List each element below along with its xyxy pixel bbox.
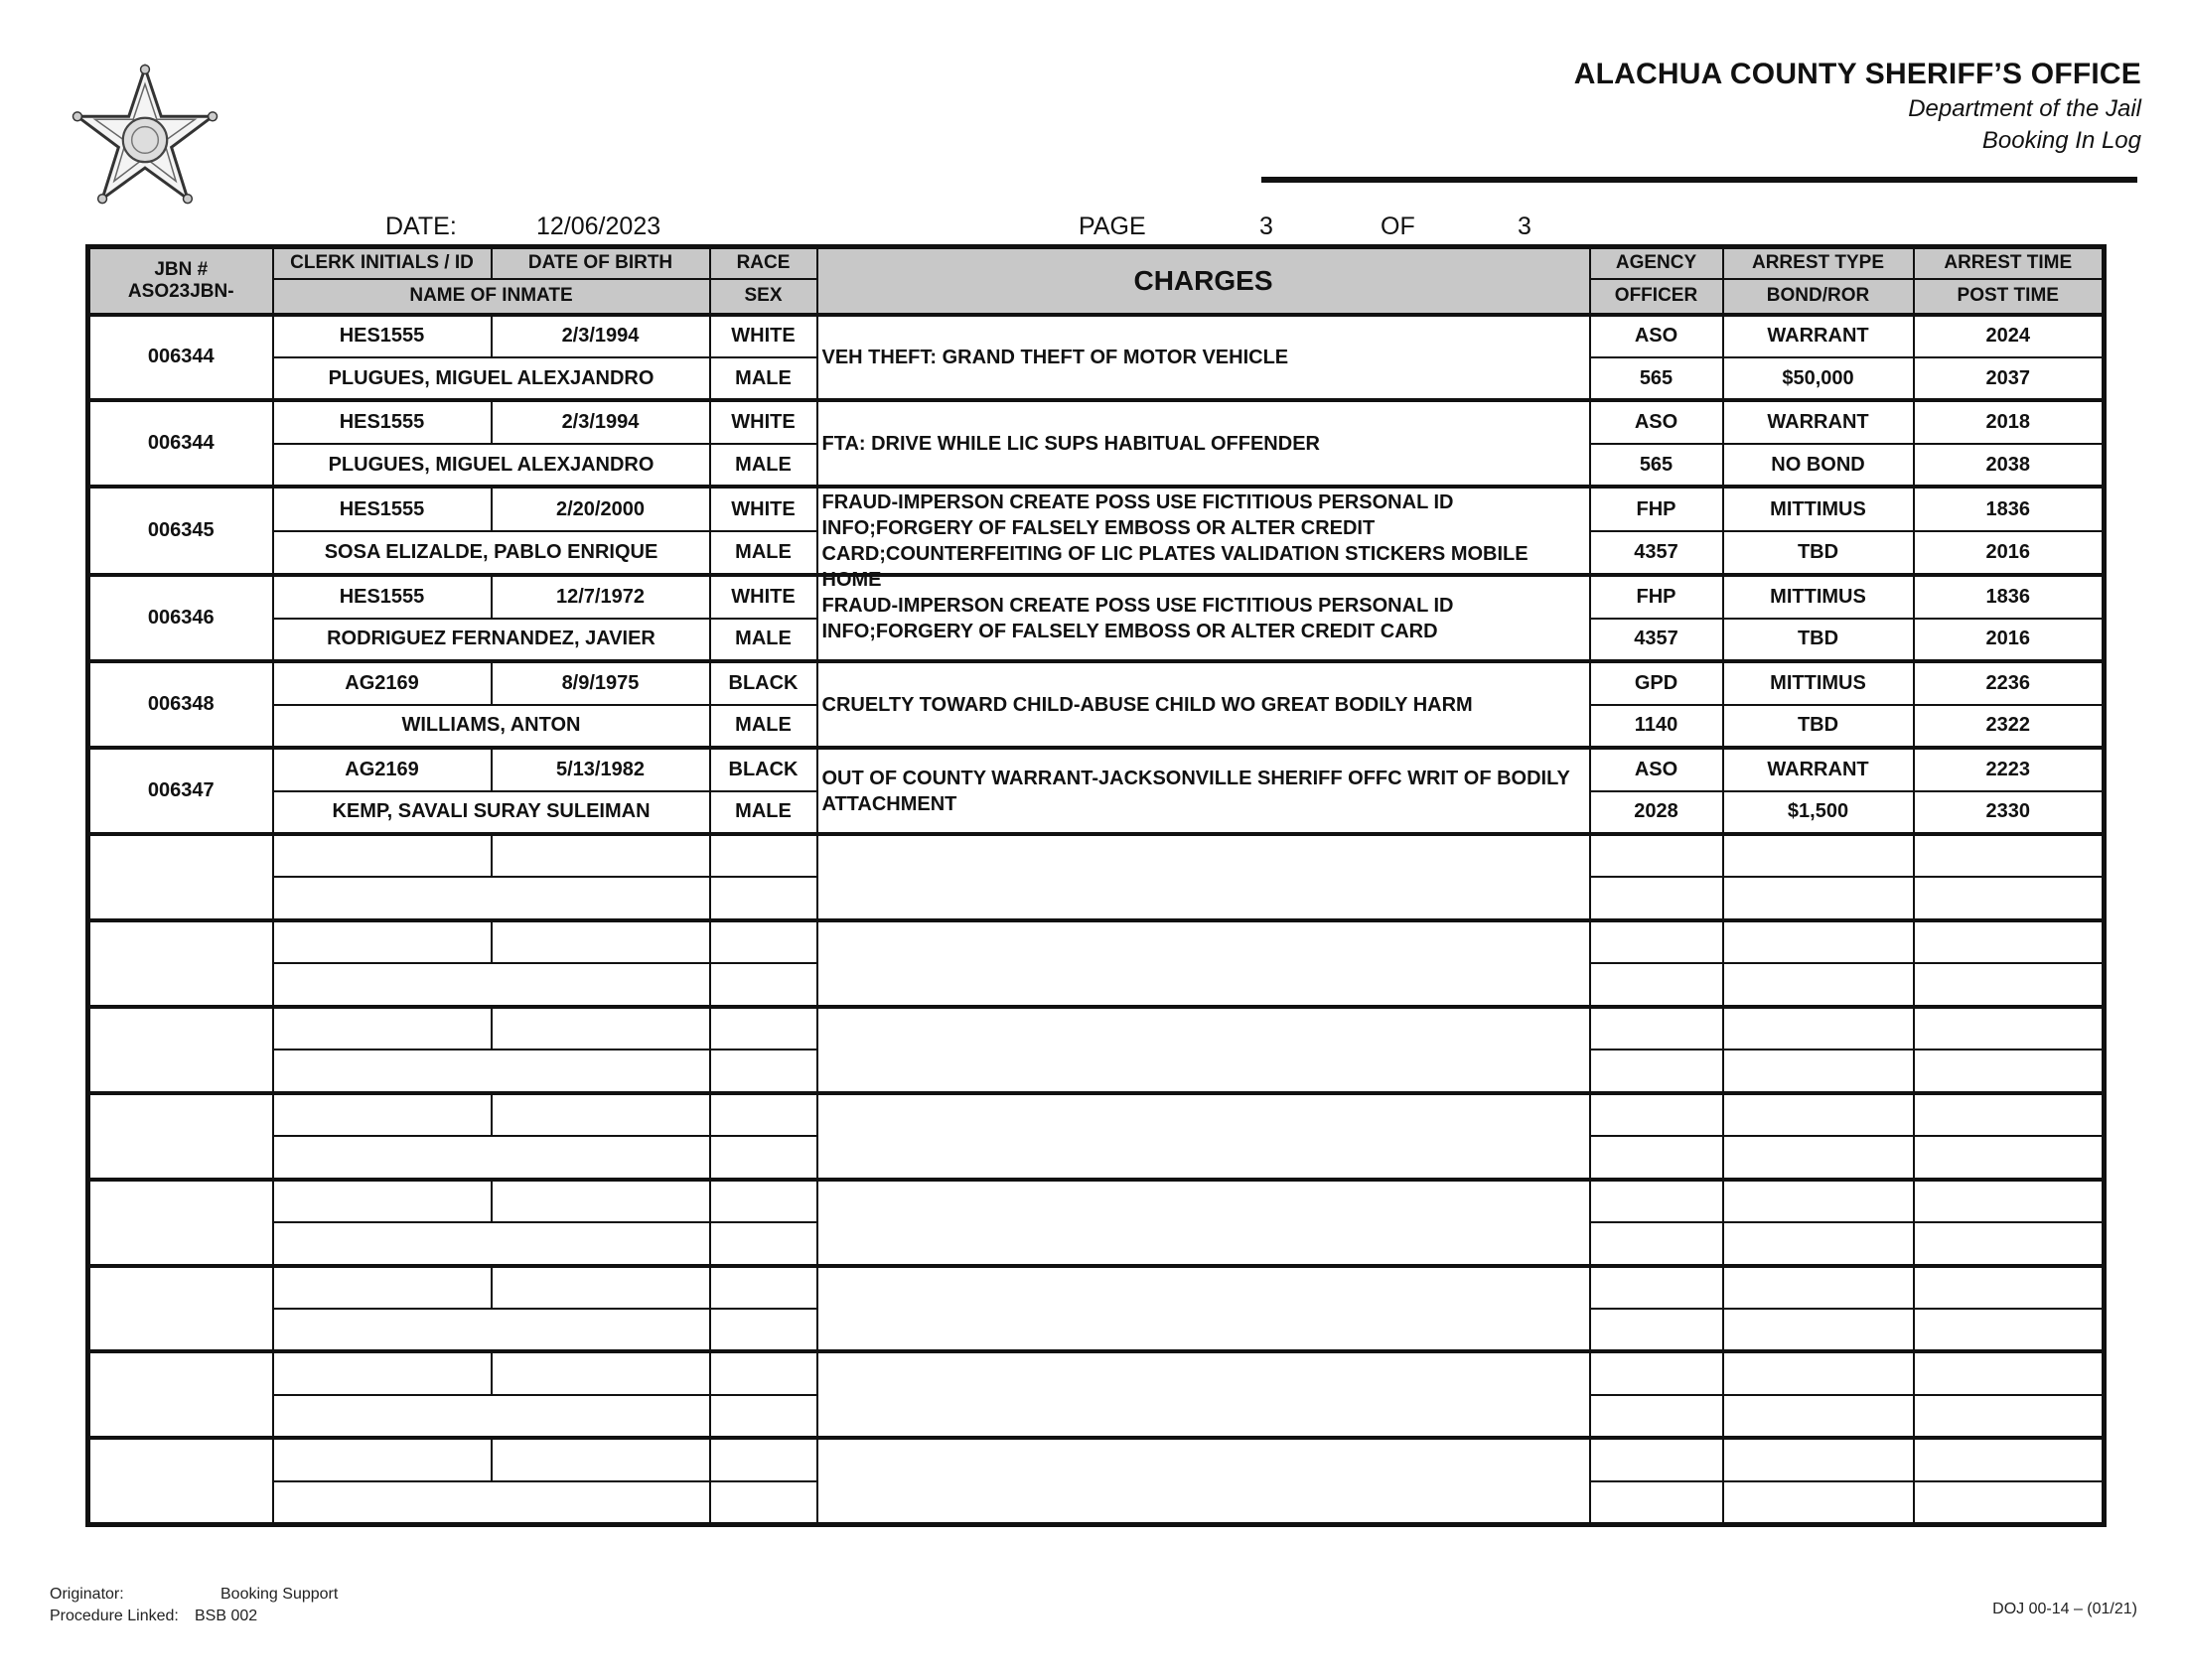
col-header-sex: SEX [710, 279, 817, 315]
procedure-value: BSB 002 [195, 1608, 258, 1624]
race: BLACK [710, 661, 817, 704]
officer: 1140 [1590, 705, 1723, 748]
header-rule [1261, 177, 2137, 183]
jbn-number: 006347 [88, 748, 273, 834]
agency: FHP [1590, 575, 1723, 618]
inmate-name: PLUGUES, MIGUEL ALEXJANDRO [273, 357, 710, 400]
empty-race-cell [710, 1438, 817, 1480]
officer: 4357 [1590, 531, 1723, 575]
empty-row [88, 1351, 2105, 1394]
post-time: 2330 [1914, 791, 2105, 834]
empty-bond-cell [1723, 1395, 1914, 1438]
empty-bond-cell [1723, 877, 1914, 919]
empty-agency-cell [1590, 1266, 1723, 1309]
sex: MALE [710, 444, 817, 487]
date-of-birth: 8/9/1975 [492, 661, 710, 704]
empty-clerk-cell [273, 1180, 492, 1222]
empty-race-cell [710, 1180, 817, 1222]
empty-post-time-cell [1914, 1309, 2105, 1351]
empty-arrest-type-cell [1723, 1351, 1914, 1394]
officer: 4357 [1590, 619, 1723, 661]
clerk-id: AG2169 [273, 748, 492, 790]
date-of-birth: 2/20/2000 [492, 487, 710, 530]
charges-text: FTA: DRIVE WHILE LIC SUPS HABITUAL OFFENDER [821, 432, 1320, 455]
arrest-time: 2223 [1914, 748, 2105, 790]
arrest-time: 2024 [1914, 315, 2105, 357]
empty-arrest-time-cell [1914, 1351, 2105, 1394]
date-value: 12/06/2023 [536, 212, 661, 240]
officer: 565 [1590, 357, 1723, 400]
form-code: DOJ 00-14 – (01/21) [1992, 1601, 2137, 1617]
empty-row [88, 834, 2105, 877]
empty-clerk-cell [273, 834, 492, 877]
arrest-type: MITTIMUS [1723, 575, 1914, 618]
empty-agency-cell [1590, 920, 1723, 963]
empty-post-time-cell [1914, 877, 2105, 919]
race: WHITE [710, 487, 817, 530]
arrest-type: WARRANT [1723, 315, 1914, 357]
agency: ASO [1590, 315, 1723, 357]
clerk-id: HES1555 [273, 575, 492, 618]
officer: 565 [1590, 444, 1723, 487]
officer: 2028 [1590, 791, 1723, 834]
date-of-birth: 5/13/1982 [492, 748, 710, 790]
empty-jbn-cell [88, 834, 273, 920]
sex: MALE [710, 619, 817, 661]
record-row [88, 400, 2105, 443]
col-header-clerk: CLERK INITIALS / ID [273, 247, 492, 279]
clerk-id: AG2169 [273, 661, 492, 704]
empty-charges-cell [817, 1180, 1590, 1266]
department-name: Department of the Jail [1908, 95, 2141, 122]
office-title: ALACHUA COUNTY SHERIFF’S OFFICE [1573, 58, 2141, 90]
post-time: 2016 [1914, 531, 2105, 575]
col-header-post-time: POST TIME [1914, 279, 2105, 315]
col-header-officer: OFFICER [1590, 279, 1723, 315]
empty-bond-cell [1723, 963, 1914, 1006]
arrest-type: WARRANT [1723, 748, 1914, 790]
empty-arrest-time-cell [1914, 1438, 2105, 1480]
sex: MALE [710, 705, 817, 748]
empty-charges-cell [817, 920, 1590, 1007]
empty-dob-cell [492, 1007, 710, 1050]
inmate-name: WILLIAMS, ANTON [273, 705, 710, 748]
jbn-number: 006344 [88, 315, 273, 401]
charges-cell [817, 748, 1590, 834]
empty-jbn-cell [88, 1007, 273, 1093]
empty-arrest-type-cell [1723, 834, 1914, 877]
post-time: 2322 [1914, 705, 2105, 748]
empty-dob-cell [492, 1438, 710, 1480]
charges-text: FRAUD-IMPERSON CREATE POSS USE FICTITIOUS PERSONAL ID INFO;FORGERY OF FALSELY EMBOSS OR ALTER CREDIT CARD [821, 594, 1454, 642]
empty-row [88, 1180, 2105, 1222]
empty-post-time-cell [1914, 1050, 2105, 1092]
post-time: 2016 [1914, 619, 2105, 661]
empty-agency-cell [1590, 1180, 1723, 1222]
empty-clerk-cell [273, 1438, 492, 1480]
empty-arrest-time-cell [1914, 1093, 2105, 1136]
agency: GPD [1590, 661, 1723, 704]
race: WHITE [710, 575, 817, 618]
clerk-id: HES1555 [273, 400, 492, 443]
empty-arrest-time-cell [1914, 1180, 2105, 1222]
empty-row [88, 1093, 2105, 1136]
col-jbn-line2: ASO23JBN- [127, 280, 234, 302]
inmate-name: KEMP, SAVALI SURAY SULEIMAN [273, 791, 710, 834]
empty-race-cell [710, 1266, 817, 1309]
empty-race-cell [710, 1351, 817, 1394]
arrest-type: MITTIMUS [1723, 487, 1914, 530]
empty-post-time-cell [1914, 1222, 2105, 1265]
record-row [88, 748, 2105, 790]
empty-post-time-cell [1914, 1395, 2105, 1438]
col-header-name: NAME OF INMATE [273, 279, 710, 315]
empty-arrest-time-cell [1914, 920, 2105, 963]
empty-dob-cell [492, 1266, 710, 1309]
empty-agency-cell [1590, 1093, 1723, 1136]
empty-clerk-cell [273, 1266, 492, 1309]
empty-sex-cell [710, 1395, 817, 1438]
empty-name-cell [273, 1136, 710, 1179]
empty-officer-cell [1590, 1050, 1723, 1092]
col-header-dob: DATE OF BIRTH [492, 247, 710, 279]
empty-clerk-cell [273, 1007, 492, 1050]
empty-post-time-cell [1914, 1481, 2105, 1525]
empty-dob-cell [492, 920, 710, 963]
empty-jbn-cell [88, 1180, 273, 1266]
empty-officer-cell [1590, 963, 1723, 1006]
empty-dob-cell [492, 1351, 710, 1394]
agency: ASO [1590, 400, 1723, 443]
charges-text: FRAUD-IMPERSON CREATE POSS USE FICTITIOUS PERSONAL ID INFO;FORGERY OF FALSELY EMBOSS OR ALTER CREDIT CARD;COUNTERFEITING OF LIC PLATES VALIDATION STICKERS MOBILE HOME [821, 490, 1529, 591]
empty-sex-cell [710, 1309, 817, 1351]
empty-charges-cell [817, 1438, 1590, 1524]
empty-agency-cell [1590, 1007, 1723, 1050]
page-label: PAGE [1079, 212, 1146, 240]
empty-jbn-cell [88, 920, 273, 1007]
bond: $1,500 [1723, 791, 1914, 834]
empty-arrest-type-cell [1723, 1007, 1914, 1050]
arrest-type: WARRANT [1723, 400, 1914, 443]
empty-name-cell [273, 1309, 710, 1351]
empty-dob-cell [492, 834, 710, 877]
bond: TBD [1723, 619, 1914, 661]
bond: NO BOND [1723, 444, 1914, 487]
empty-jbn-cell [88, 1093, 273, 1180]
col-header-bond: BOND/ROR [1723, 279, 1914, 315]
empty-race-cell [710, 920, 817, 963]
race: WHITE [710, 400, 817, 443]
empty-charges-cell [817, 1093, 1590, 1180]
empty-charges-cell [817, 834, 1590, 920]
empty-name-cell [273, 1222, 710, 1265]
empty-officer-cell [1590, 877, 1723, 919]
sex: MALE [710, 357, 817, 400]
empty-name-cell [273, 963, 710, 1006]
booking-records [88, 315, 2105, 1525]
empty-clerk-cell [273, 1093, 492, 1136]
empty-officer-cell [1590, 1136, 1723, 1179]
empty-sex-cell [710, 877, 817, 919]
agency: ASO [1590, 748, 1723, 790]
empty-arrest-type-cell [1723, 1180, 1914, 1222]
jbn-number: 006346 [88, 575, 273, 661]
empty-row [88, 920, 2105, 963]
empty-jbn-cell [88, 1266, 273, 1352]
log-name: Booking In Log [1981, 127, 2141, 154]
bond: TBD [1723, 531, 1914, 575]
empty-name-cell [273, 1050, 710, 1092]
record-row [88, 575, 2105, 618]
charges-text: CRUELTY TOWARD CHILD-ABUSE CHILD WO GREAT BODILY HARM [821, 693, 1473, 716]
empty-race-cell [710, 1007, 817, 1050]
col-header-agency: AGENCY [1590, 247, 1723, 279]
empty-arrest-type-cell [1723, 1438, 1914, 1480]
empty-sex-cell [710, 1222, 817, 1265]
col-header-race: RACE [710, 247, 817, 279]
race: WHITE [710, 315, 817, 357]
charges-cell [817, 400, 1590, 487]
arrest-time: 2236 [1914, 661, 2105, 704]
empty-clerk-cell [273, 920, 492, 963]
jbn-number: 006344 [88, 400, 273, 487]
sex: MALE [710, 531, 817, 575]
col-jbn-line1: JBN # [154, 258, 209, 280]
empty-name-cell [273, 877, 710, 919]
empty-arrest-type-cell [1723, 1266, 1914, 1309]
empty-arrest-time-cell [1914, 834, 2105, 877]
empty-bond-cell [1723, 1136, 1914, 1179]
sheriff-star-logo [72, 64, 218, 210]
date-of-birth: 2/3/1994 [492, 400, 710, 443]
empty-sex-cell [710, 1136, 817, 1179]
empty-charges-cell [817, 1007, 1590, 1093]
arrest-time: 2018 [1914, 400, 2105, 443]
empty-row [88, 1266, 2105, 1309]
record-row [88, 315, 2105, 357]
empty-agency-cell [1590, 1351, 1723, 1394]
col-header-arrest-time: ARREST TIME [1914, 247, 2105, 279]
clerk-id: HES1555 [273, 487, 492, 530]
date-of-birth: 12/7/1972 [492, 575, 710, 618]
empty-post-time-cell [1914, 1136, 2105, 1179]
col-header-arrest-type: ARREST TYPE [1723, 247, 1914, 279]
charges-cell [817, 661, 1590, 748]
empty-charges-cell [817, 1351, 1590, 1438]
empty-arrest-type-cell [1723, 1093, 1914, 1136]
empty-bond-cell [1723, 1222, 1914, 1265]
empty-arrest-time-cell [1914, 1007, 2105, 1050]
arrest-type: MITTIMUS [1723, 661, 1914, 704]
empty-officer-cell [1590, 1309, 1723, 1351]
inmate-name: RODRIGUEZ FERNANDEZ, JAVIER [273, 619, 710, 661]
booking-log-table [85, 244, 2107, 1527]
empty-bond-cell [1723, 1481, 1914, 1525]
document-header [1574, 58, 2141, 155]
empty-officer-cell [1590, 1395, 1723, 1438]
of-label: OF [1381, 212, 1415, 240]
charges-cell [817, 575, 1590, 661]
bond: $50,000 [1723, 357, 1914, 400]
sex: MALE [710, 791, 817, 834]
page-value: 3 [1259, 212, 1273, 240]
clerk-id: HES1555 [273, 315, 492, 357]
col-header-charges: CHARGES [817, 247, 1590, 315]
empty-jbn-cell [88, 1438, 273, 1524]
empty-jbn-cell [88, 1351, 273, 1438]
charges-text: OUT OF COUNTY WARRANT-JACKSONVILLE SHERIFF OFFC WRIT OF BODILY ATTACHMENT [821, 767, 1570, 815]
of-value: 3 [1518, 212, 1531, 240]
empty-row [88, 1007, 2105, 1050]
jbn-number: 006348 [88, 661, 273, 748]
bond: TBD [1723, 705, 1914, 748]
empty-agency-cell [1590, 834, 1723, 877]
empty-sex-cell [710, 1481, 817, 1525]
originator-label: Originator: [50, 1586, 124, 1603]
empty-arrest-type-cell [1723, 920, 1914, 963]
procedure-label: Procedure Linked: [50, 1608, 179, 1624]
record-row [88, 487, 2105, 530]
empty-row [88, 1438, 2105, 1480]
empty-arrest-time-cell [1914, 1266, 2105, 1309]
agency: FHP [1590, 487, 1723, 530]
inmate-name: PLUGUES, MIGUEL ALEXJANDRO [273, 444, 710, 487]
col-header-jbn [88, 247, 273, 315]
empty-officer-cell [1590, 1222, 1723, 1265]
empty-sex-cell [710, 1050, 817, 1092]
empty-clerk-cell [273, 1351, 492, 1394]
post-time: 2037 [1914, 357, 2105, 400]
charges-cell [817, 487, 1590, 591]
empty-officer-cell [1590, 1481, 1723, 1525]
charges-text: VEH THEFT: GRAND THEFT OF MOTOR VEHICLE [821, 346, 1289, 368]
race: BLACK [710, 748, 817, 790]
arrest-time: 1836 [1914, 575, 2105, 618]
originator-value: Booking Support [220, 1586, 339, 1603]
empty-bond-cell [1723, 1050, 1914, 1092]
empty-dob-cell [492, 1180, 710, 1222]
empty-sex-cell [710, 963, 817, 1006]
post-time: 2038 [1914, 444, 2105, 487]
inmate-name: SOSA ELIZALDE, PABLO ENRIQUE [273, 531, 710, 575]
date-of-birth: 2/3/1994 [492, 315, 710, 357]
empty-dob-cell [492, 1093, 710, 1136]
empty-race-cell [710, 834, 817, 877]
empty-charges-cell [817, 1266, 1590, 1352]
empty-post-time-cell [1914, 963, 2105, 1006]
empty-race-cell [710, 1093, 817, 1136]
jbn-number: 006345 [88, 487, 273, 575]
charges-cell [817, 315, 1590, 401]
record-row [88, 661, 2105, 704]
date-label: DATE: [385, 212, 457, 240]
empty-agency-cell [1590, 1438, 1723, 1480]
empty-name-cell [273, 1395, 710, 1438]
empty-bond-cell [1723, 1309, 1914, 1351]
arrest-time: 1836 [1914, 487, 2105, 530]
empty-name-cell [273, 1481, 710, 1525]
